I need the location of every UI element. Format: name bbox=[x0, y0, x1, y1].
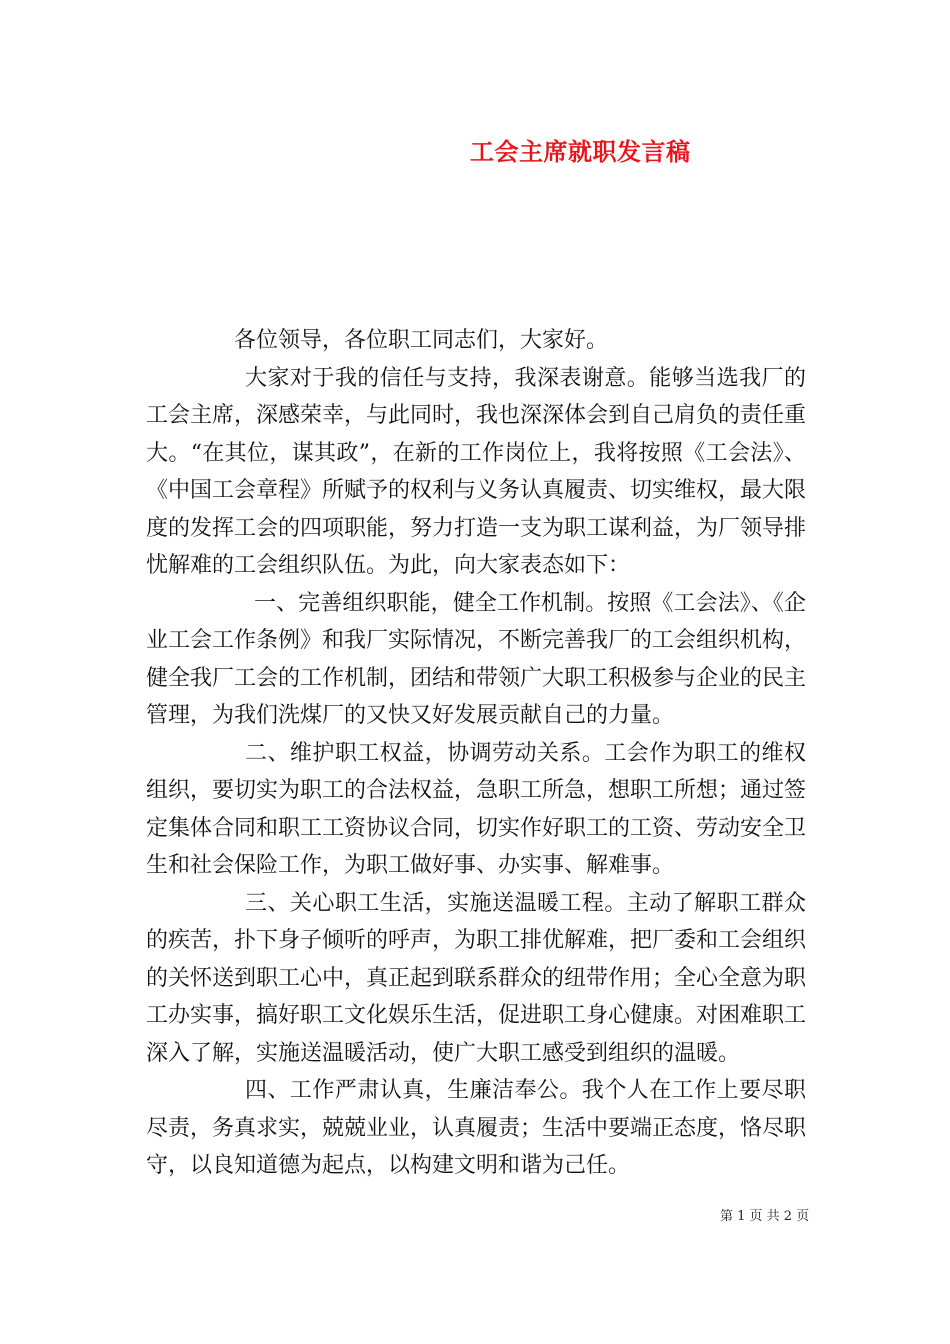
point-two-paragraph: 二、维护职工权益，协调劳动关系。工会作为职工的维权组织，要切实为职工的合法权益，急职工所急，想职工所想；通过签定集体合同和职工工资协议合同，切实作好职工的工资、劳动安全卫生和社会保险工作，为职工做好事、办实事、解难事。 bbox=[146, 740, 807, 878]
point-three-paragraph: 三、关心职工生活，实施送温暖工程。主动了解职工群众的疾苦，扑下身子倾听的呼声，为职工排优解难，把厂委和工会组织的关怀送到职工心中，真正起到联系群众的纽带作用；全心全意为职工办实事，搞好职工文化娱乐生活，促进职工身心健康。对困难职工深入了解，实施送温暖活动，使广大职工感受到组织的温暖。 bbox=[146, 890, 807, 1066]
point-one-paragraph: 一、完善组织职能，健全工作机制。按照《工会法》、《企业工会工作条例》和我厂实际情况，不断完善我厂的工会组织机构，健全我厂工会的工作机制，团结和带领广大职工积极参与企业的民主管理，为我们洗煤厂的又快又好发展贡献自己的力量。 bbox=[146, 590, 807, 728]
point-four-paragraph: 四、工作严肃认真，生廉洁奉公。我个人在工作上要尽职尽责，务真求实，兢兢业业，认真履责；生活中要端正态度，恪尽职守，以良知道德为起点，以构建文明和谐为己任。 bbox=[146, 1078, 807, 1178]
page-number-footer: 第 1 页 共 2 页 bbox=[720, 1209, 810, 1224]
greeting-paragraph: 各位领导，各位职工同志们，大家好。 bbox=[234, 328, 609, 353]
document-body bbox=[146, 322, 806, 1185]
intro-paragraph: 大家对于我的信任与支持，我深表谢意。能够当选我厂的工会主席，深感荣幸，与此同时，我也深深体会到自己肩负的责任重大。“在其位，谋其政”，在新的工作岗位上，我将按照《工会法》、《中国工会章程》所赋予的权利与义务认真履责、切实维权，最大限度的发挥工会的四项职能，努力打造一支为职工谋利益，为厂领导排忧解难的工会组织队伍。为此，向大家表态如下： bbox=[146, 365, 807, 578]
document-title: 工会主席就职发言稿 bbox=[470, 137, 691, 166]
